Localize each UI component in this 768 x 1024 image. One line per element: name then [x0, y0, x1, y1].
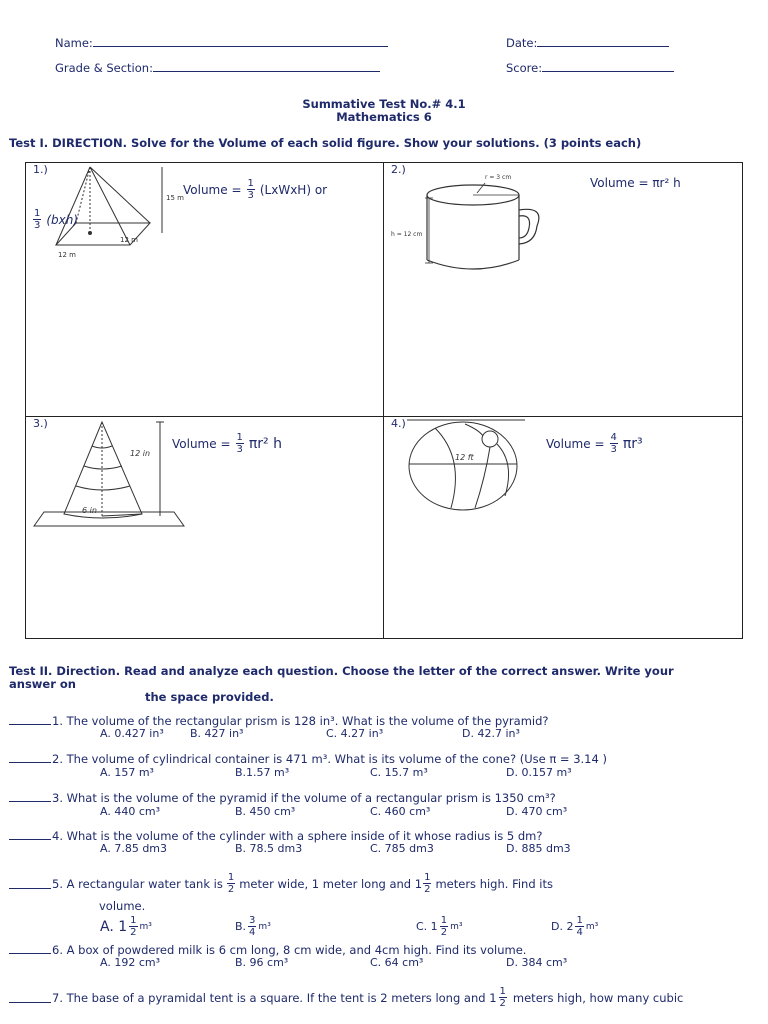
question-1: 1. The volume of the rectangular prism is 128 in³. What is the volume of the pyramid? [9, 714, 549, 728]
q5-option-a: A. 1 $\frac{1}{2}$ m³ [100, 915, 152, 938]
q5-option-c: C. 1 $\frac{1}{2}$ m³ [416, 915, 463, 938]
question-7: 7. The base of a pyramidal tent is a square. If the tent is 2 meters long and 1 $\frac{1}{2}$ meters high, how many cubic [9, 986, 683, 1009]
answer-blank-1[interactable] [9, 714, 51, 725]
q5-option-d: D. 2 $\frac{1}{4}$ m³ [551, 915, 599, 938]
score-field[interactable]: Score: [506, 60, 674, 75]
q3-option-b: B. 450 cm³ [235, 805, 296, 818]
question-5: 5. A rectangular water tank is $\frac{1}{2}$ meter wide, 1 meter long and 1 $\frac{1}{2}$ meters high. Find its [9, 872, 553, 895]
q6-option-b: B. 96 cm³ [235, 956, 289, 969]
pyramid-base-label: 12 m [58, 251, 76, 259]
item-4-number: 4.) [391, 417, 406, 430]
fraction: $\frac{3}{4}$ [249, 915, 256, 938]
answer-blank-5[interactable] [9, 878, 51, 889]
q2-option-a: A. 157 m³ [100, 766, 154, 779]
answer-blank-2[interactable] [9, 752, 51, 763]
question-4: 4. What is the volume of the cylinder with a sphere inside of it whose radius is 5 dm? [9, 829, 542, 843]
test2-direction-end: the space provided. [145, 690, 274, 704]
fraction: $\frac{1}{3}$ [236, 432, 243, 455]
test2-direction-cont: answer on [9, 677, 76, 691]
q2-option-c: C. 15.7 m³ [370, 766, 428, 779]
item-1-number: 1.) [33, 163, 48, 176]
cylinder-radius-label: r = 3 cm [485, 174, 512, 181]
cone-radius-label: 6 in [82, 506, 97, 515]
question-6: 6. A box of powdered milk is 6 cm long, 8 cm wide, and 4cm high. Find its volume. [9, 943, 526, 957]
item-2-number: 2.) [391, 163, 406, 176]
test2-direction: Test II. Direction. Read and analyze each question. Choose the letter of the correct answer. Write your [9, 664, 674, 678]
subject-title: Mathematics 6 [336, 110, 432, 124]
sphere-diameter-label: 12 ft [455, 453, 474, 462]
q2-option-b: B.1.57 m³ [235, 766, 290, 779]
test1-direction: Test I. DIRECTION. Solve for the Volume of each solid figure. Show your solutions. (3 points each) [9, 136, 642, 150]
item-3-number: 3.) [33, 417, 48, 430]
cylinder-mug-figure [385, 168, 545, 278]
fraction: $\frac{1}{2}$ [499, 986, 506, 1009]
answer-blank-7[interactable] [9, 992, 51, 1003]
cone-height-label: 12 in [130, 449, 151, 458]
fraction: $\frac{1}{4}$ [576, 915, 583, 938]
date-field[interactable]: Date: [506, 35, 669, 50]
q4-option-c: C. 785 dm3 [370, 842, 434, 855]
pyramid-width-label: 12 m [120, 236, 138, 244]
fraction: $\frac{4}{3}$ [610, 432, 617, 455]
q2-option-d: D. 0.157 m³ [506, 766, 572, 779]
item-1-formula: Volume = $\frac{1}{3}$ (LxWxH) or [183, 178, 328, 201]
grid-divider-vertical [383, 162, 384, 639]
item-1-alt-formula: $\frac{1}{3}$ (bxh) [34, 208, 79, 231]
q3-option-a: A. 440 cm³ [100, 805, 160, 818]
sphere-figure [405, 418, 530, 518]
answer-blank-6[interactable] [9, 943, 51, 954]
q1-option-a: A. 0.427 in³ [100, 727, 164, 740]
q1-option-c: C. 4.27 in³ [326, 727, 384, 740]
cylinder-height-label: h = 12 cm [391, 231, 423, 238]
answer-blank-4[interactable] [9, 829, 51, 840]
fraction: $\frac{1}{3}$ [247, 178, 254, 201]
question-3: 3. What is the volume of the pyramid if the volume of a rectangular prism is 1350 cm³? [9, 791, 556, 805]
name-blank[interactable] [93, 35, 388, 47]
item-2-formula: Volume = πr² h [590, 176, 681, 190]
q1-option-d: D. 42.7 in³ [462, 727, 520, 740]
grade-section-blank[interactable] [153, 60, 380, 72]
q3-option-c: C. 460 cm³ [370, 805, 431, 818]
q6-option-a: A. 192 cm³ [100, 956, 160, 969]
pyramid-height-label: 15 m [166, 194, 184, 202]
grade-section-field[interactable]: Grade & Section: [55, 60, 380, 75]
fraction: $\frac{1}{3}$ [34, 208, 41, 231]
grid-divider-horizontal [25, 416, 743, 417]
q1-option-b: B. 427 in³ [190, 727, 244, 740]
answer-blank-3[interactable] [9, 791, 51, 802]
date-blank[interactable] [537, 35, 669, 47]
q4-option-a: A. 7.85 dm3 [100, 842, 168, 855]
q3-option-d: D. 470 cm³ [506, 805, 568, 818]
name-field[interactable]: Name: [55, 35, 388, 50]
fraction: $\frac{1}{2}$ [440, 915, 448, 938]
q5-option-b: B. $\frac{3}{4}$ m³ [235, 915, 271, 938]
question-5-cont: volume. [99, 899, 146, 913]
fraction: $\frac{1}{2}$ [130, 915, 137, 938]
q6-option-c: C. 64 cm³ [370, 956, 424, 969]
q6-option-d: D. 384 cm³ [506, 956, 568, 969]
q4-option-d: D. 885 dm3 [506, 842, 571, 855]
fraction: $\frac{1}{2}$ [424, 872, 431, 895]
cone-figure [30, 418, 190, 530]
q4-option-b: B. 78.5 dm3 [235, 842, 303, 855]
question-2: 2. The volume of cylindrical container is 471 m³. What is its volume of the cone? (Use π = 3.14 ) [9, 752, 607, 766]
fraction: $\frac{1}{2}$ [227, 872, 235, 895]
item-3-formula: Volume = $\frac{1}{3}$ πr² h [172, 432, 282, 455]
item-4-formula: Volume = $\frac{4}{3}$ πr³ [546, 432, 643, 455]
test-title: Summative Test No.# 4.1 [302, 97, 466, 111]
score-blank[interactable] [542, 60, 674, 72]
